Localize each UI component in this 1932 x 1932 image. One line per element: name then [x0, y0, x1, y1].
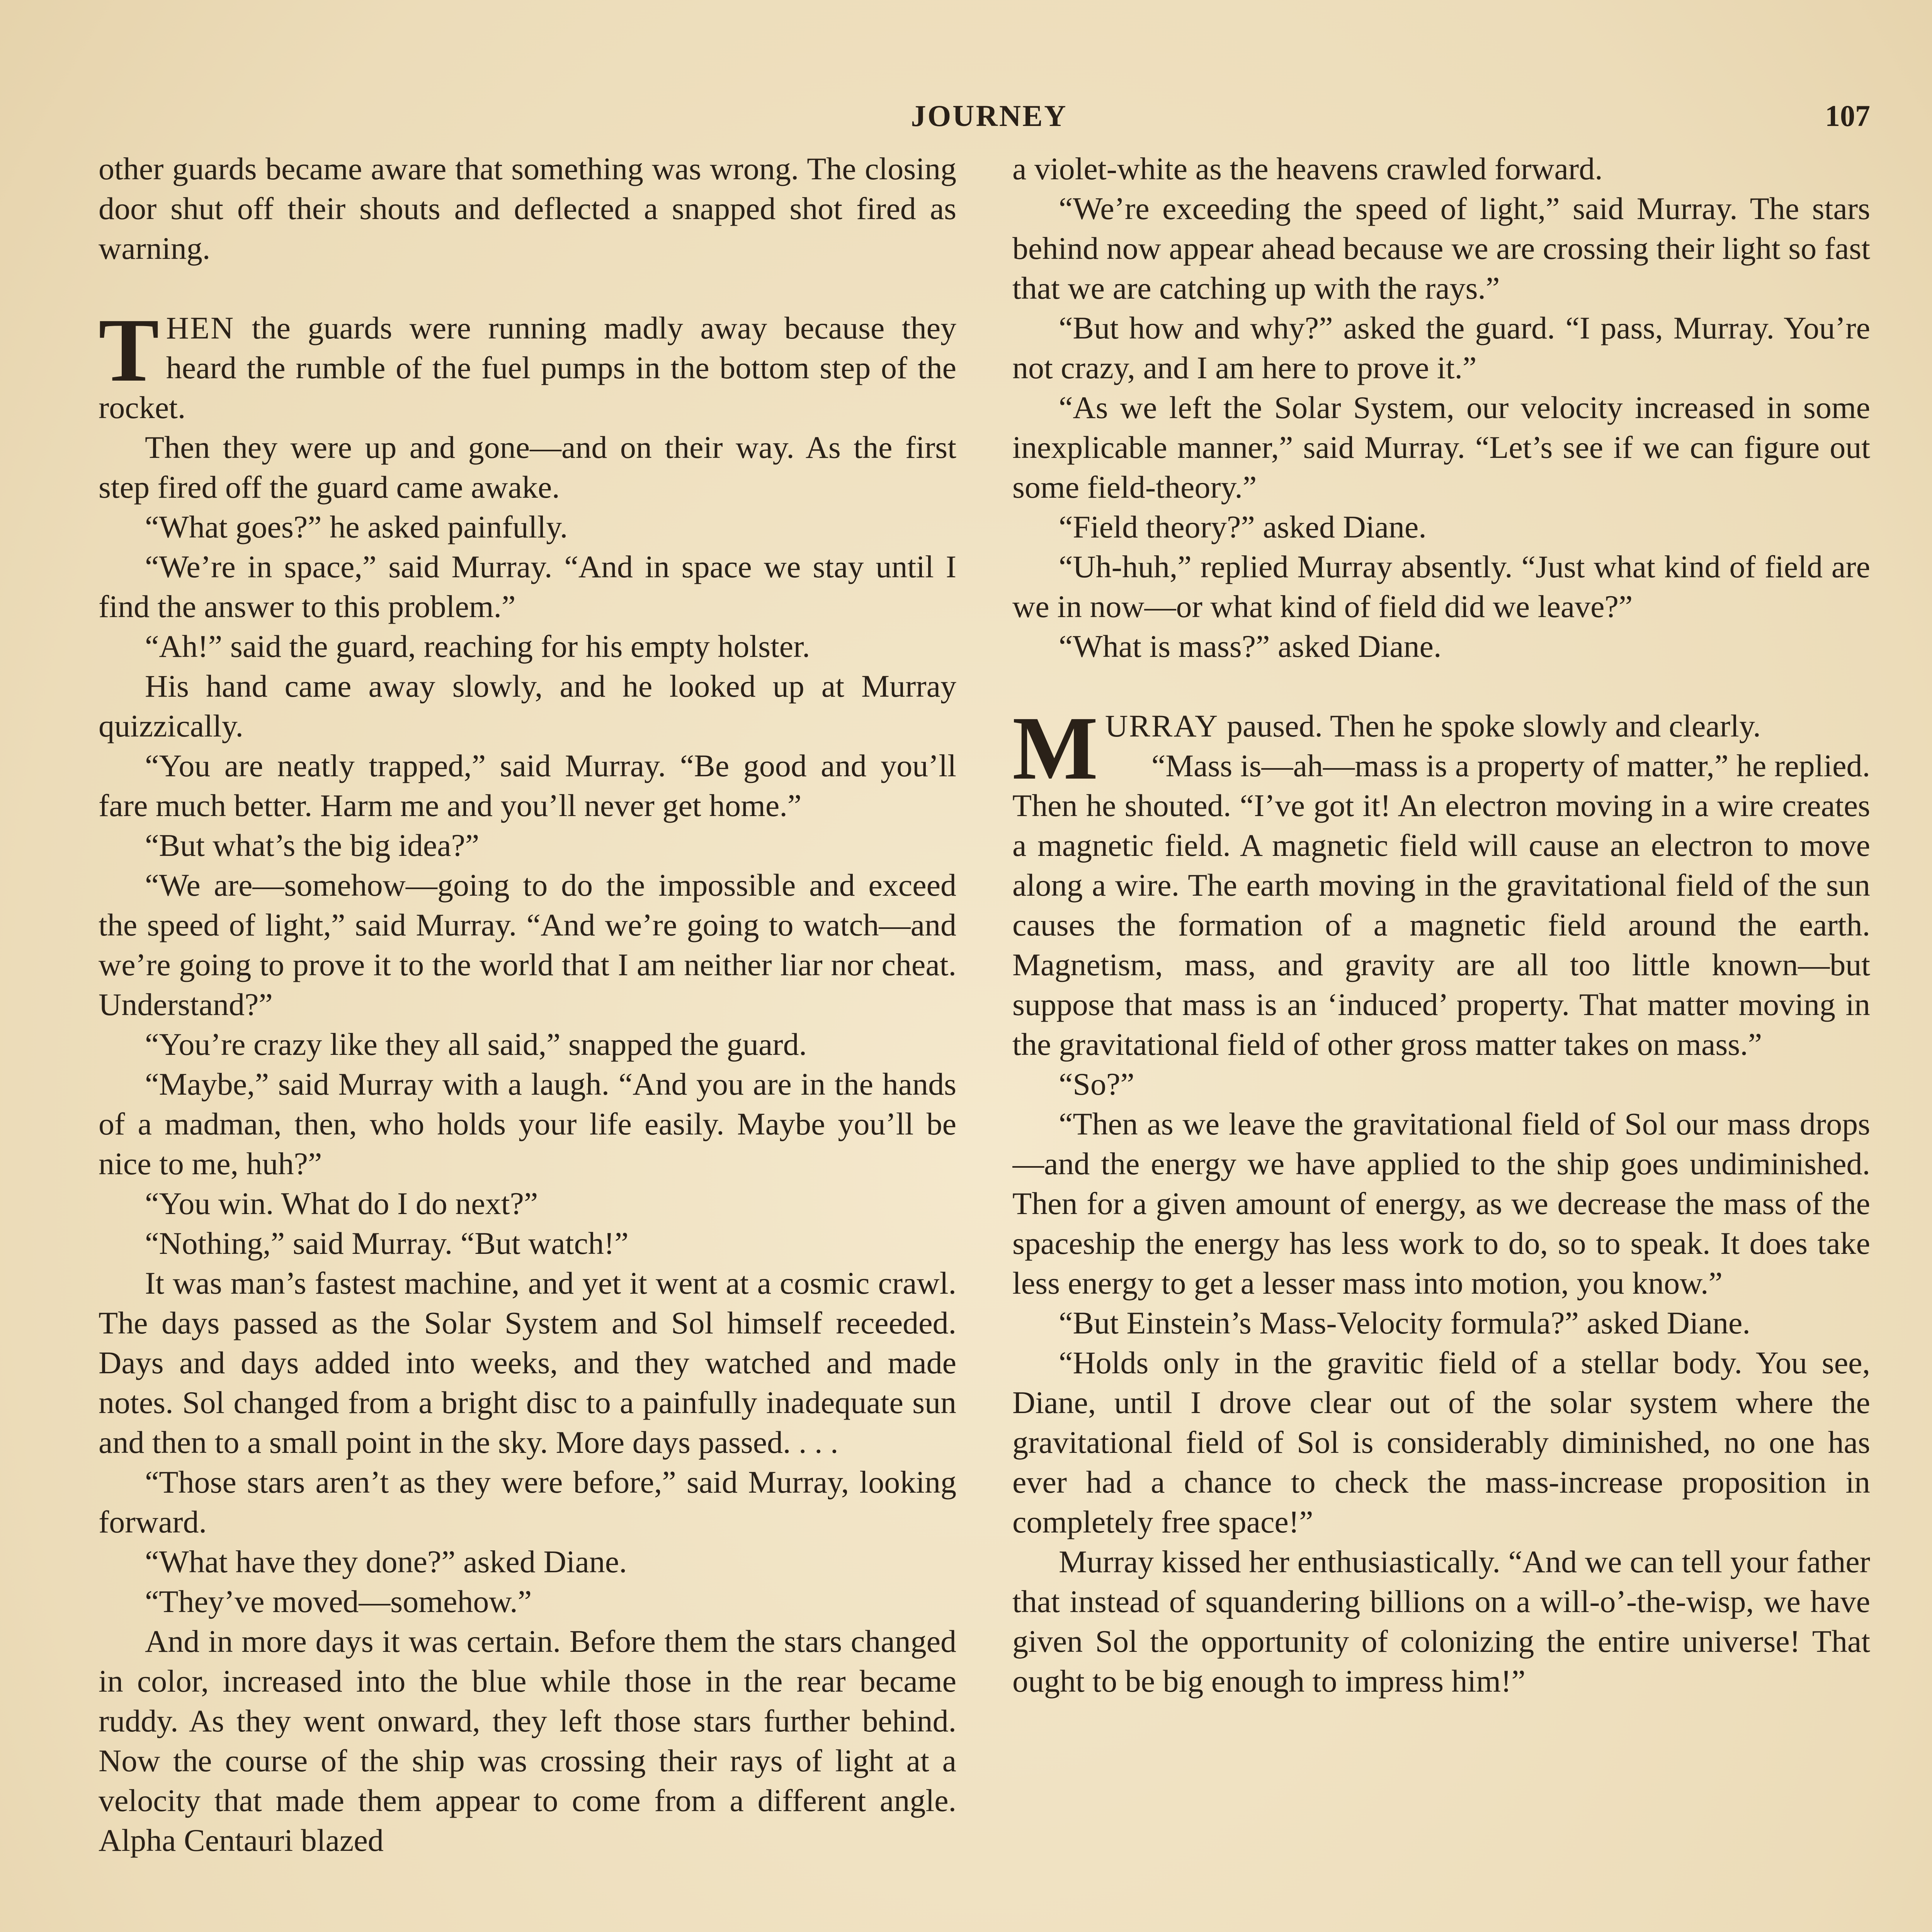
paragraph: “Maybe,” said Murray with a laugh. “And you are in the hands of a madman, then, who holds your life easily. Maybe you’ll be nice to me, huh?”	[99, 1066, 956, 1181]
paragraph-dropcap	[1012, 698, 1870, 798]
paragraph: Then they were up and gone—and on their way. As the first step fired off the guard came awake.	[99, 430, 956, 505]
paragraph: other guards became aware that something was wrong. The closing door shut off their shouts and deflected a snapped shot fired as warning.	[99, 151, 956, 266]
dropcap-word: HEN	[166, 310, 235, 345]
paragraph-text: paused. Then he spoke slowly and clearly.	[1226, 708, 1761, 743]
paragraph: “You’re crazy like they all said,” snapped the guard.	[145, 1027, 807, 1062]
paragraph: “Holds only in the gravitic field of a stellar body. You see, Diane, until I drove clear out of the solar system where the gravitational field of Sol is considerably diminished, no one has ever had a chance to check the mass-increase proposition in completely free space!”	[1012, 1345, 1870, 1539]
paragraph: “So?”	[1059, 1066, 1134, 1102]
paragraph: His hand came away slowly, and he looked up at Murray quizzically.	[99, 668, 956, 743]
paragraph: “But Einstein’s Mass-Velocity formula?” asked Diane.	[1059, 1305, 1750, 1340]
paragraph: a violet-white as the heavens crawled forward.	[1012, 151, 1603, 186]
paragraph: “We’re in space,” said Murray. “And in space we stay until I find the answer to this problem.”	[99, 549, 956, 624]
paragraph: “Ah!” said the guard, reaching for his empty holster.	[145, 629, 810, 664]
paragraph: “Then as we leave the gravitational field of Sol our mass drops—and the energy we have applied to the ship goes undiminished. Then for a given amount of energy, as we decrease the mass of the spaceship the energy has less work to do, so to speak. It does take less energy to get a lesser mass into motion, you know.”	[1012, 1106, 1870, 1301]
paragraph: “Mass is—ah—mass is a property of matter,” he replied. Then he shouted. “I’ve got it! An electron moving in a wire creates a magnetic field. A magnetic field will cause an electron to move along a wire. The earth moving in the gravitational field of the sun causes the formation of a magnetic field around the earth. Magnetism, mass, and gravity are all too little known—but suppose that mass is an ‘induced’ property. That matter moving in the gravitational field of other gross matter takes on mass.”	[1012, 748, 1870, 1062]
dropcap-word: URRAY	[1105, 708, 1219, 743]
paragraph: And in more days it was certain. Before them the stars changed in color, increased into the blue while those in the rear became ruddy. As they went onward, they left those stars further behind. Now the course of the ship was crossing their rays of light at a velocity that made them appear to come from a different angle. Alpha Centauri blazed	[99, 1624, 956, 1858]
paragraph: “You win. What do I do next?”	[145, 1186, 538, 1221]
paragraph: “What is mass?” asked Diane.	[1059, 629, 1442, 664]
right-column	[1012, 149, 1870, 1932]
running-head: JOURNEY	[911, 99, 1068, 133]
paragraph: It was man’s fastest machine, and yet it went at a cosmic crawl. The days passed as the Solar System and Sol himself receeded. Days and days added into weeks, and they watched and made notes. Sol changed from a bright disc to a painfully inadequate sun and then to a small point in the sky. More days passed. . . .	[99, 1265, 956, 1460]
paragraph: “Nothing,” said Murray. “But watch!”	[145, 1226, 629, 1261]
drop-cap: M	[1012, 698, 1098, 798]
paragraph: “As we left the Solar System, our velocity increased in some inexplicable manner,” said Murray. “Let’s see if we can figure out some field-theory.”	[1012, 390, 1870, 505]
paragraph: “Field theory?” asked Diane.	[1059, 509, 1427, 544]
paragraph: “What goes?” he asked painfully.	[145, 509, 568, 544]
paragraph: “What have they done?” asked Diane.	[145, 1544, 627, 1579]
paragraph: “But what’s the big idea?”	[145, 828, 480, 863]
paragraph: “We’re exceeding the speed of light,” said Murray. The stars behind now appear ahead because we are crossing their light so fast that we are catching up with the rays.”	[1012, 191, 1870, 306]
paragraph-dropcap	[99, 300, 956, 427]
page-number: 107	[1825, 99, 1870, 133]
paragraph: “Those stars aren’t as they were before,” said Murray, looking forward.	[99, 1464, 956, 1539]
paragraph: “You are neatly trapped,” said Murray. “Be good and you’ll fare much better. Harm me and you’ll never get home.”	[99, 748, 956, 823]
paragraph-text: the guards were running madly away because they heard the rumble of the fuel pumps in the bottom step of the rocket.	[99, 310, 956, 425]
paragraph: “They’ve moved—somehow.”	[145, 1584, 532, 1619]
paragraph: “Uh-huh,” replied Murray absently. “Just what kind of field are we in now—or what kind of field did we leave?”	[1012, 549, 1870, 624]
drop-cap: T	[99, 300, 159, 400]
paragraph: Murray kissed her enthusiastically. “And we can tell your father that instead of squandering billions on a will-o’-the-wisp, we have given Sol the opportunity of colonizing the entire universe! That ought to be big enough to impress him!”	[1012, 1544, 1870, 1699]
paragraph: “But how and why?” asked the guard. “I pass, Murray. You’re not crazy, and I am here to prove it.”	[1012, 310, 1870, 385]
left-column	[99, 149, 956, 1932]
paragraph: “We are—somehow—going to do the impossible and exceed the speed of light,” said Murray. “And we’re going to watch—and we’re going to prove it to the world that I am neither liar nor cheat. Understand?”	[99, 867, 956, 1022]
